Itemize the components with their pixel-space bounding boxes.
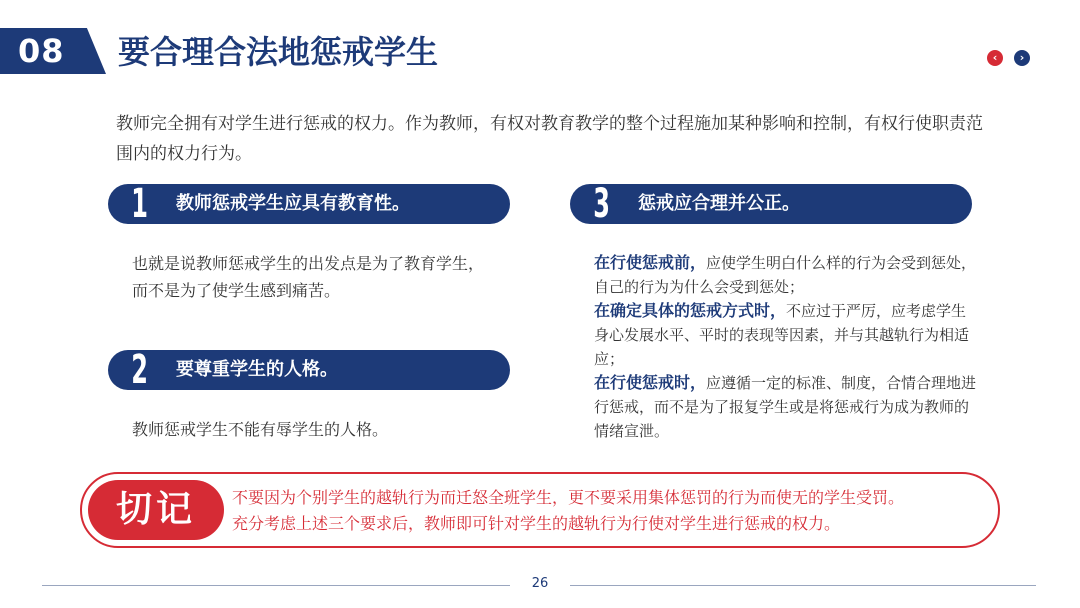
item-text: 应遵循一定的标准、制度，合情合理地进行惩戒，而不是为了报复学生或是将惩戒行为成为教师的情绪宣泄。 — [594, 374, 977, 440]
section-1-body — [132, 250, 532, 304]
footer-divider-left — [42, 585, 510, 586]
chevron-right-icon[interactable]: › — [1014, 50, 1030, 66]
section-1-number: 1 — [131, 181, 148, 227]
section-1-line: 也就是说教师惩戒学生的出发点是为了教育学生， — [132, 254, 485, 273]
footer-divider-right — [570, 585, 1036, 586]
page-title: 要合理合法地惩戒学生 — [118, 33, 439, 71]
item-emphasis: 在确定具体的惩戒方式时， — [594, 301, 787, 320]
section-1-title: 教师惩戒学生应具有教育性。 — [176, 193, 410, 214]
item-emphasis: 在行使惩戒前， — [594, 253, 707, 272]
warning-line: 充分考虑上述三个要求后，教师即可针对学生的越轨行为行使对学生进行惩戒的权力。 — [232, 514, 841, 533]
warning-line: 不要因为个别学生的越轨行为而迁怒全班学生，更不要采用集体惩罚的行为而使无的学生受罚。 — [232, 488, 905, 507]
section-3-item — [594, 371, 979, 443]
section-number: 08 — [18, 32, 65, 70]
section-3-number: 3 — [593, 181, 610, 227]
chevron-left-icon[interactable]: ‹ — [987, 50, 1003, 66]
section-2-number: 2 — [131, 347, 148, 393]
section-1-line: 而不是为了使学生感到痛苦。 — [132, 281, 341, 300]
warning-badge-text: 切记 — [115, 489, 196, 530]
section-3-item — [594, 299, 979, 371]
item-text: 不应过于严厉，应考虑学生身心发展水平、平时的表现等因素，并与其越轨行为相适应； — [594, 302, 970, 368]
section-3-title: 惩戒应合理并公正。 — [638, 193, 800, 214]
item-text: 应使学生明白什么样的行为会受到惩处，自己的行为为什么会受到惩处； — [594, 254, 977, 296]
page-number: 26 — [531, 576, 549, 591]
warning-text — [232, 485, 992, 537]
section-3-body — [594, 251, 979, 443]
item-emphasis: 在行使惩戒时， — [594, 373, 707, 392]
section-3-item — [594, 251, 979, 299]
intro-paragraph: 教师完全拥有对学生进行惩戒的权力。作为教师，有权对教育教学的整个过程施加某种影响和控制，有权行使职责范围内的权力行为。 — [116, 114, 983, 164]
section-2-body: 教师惩戒学生不能有辱学生的人格。 — [132, 420, 389, 439]
section-2-title: 要尊重学生的人格。 — [176, 359, 338, 380]
